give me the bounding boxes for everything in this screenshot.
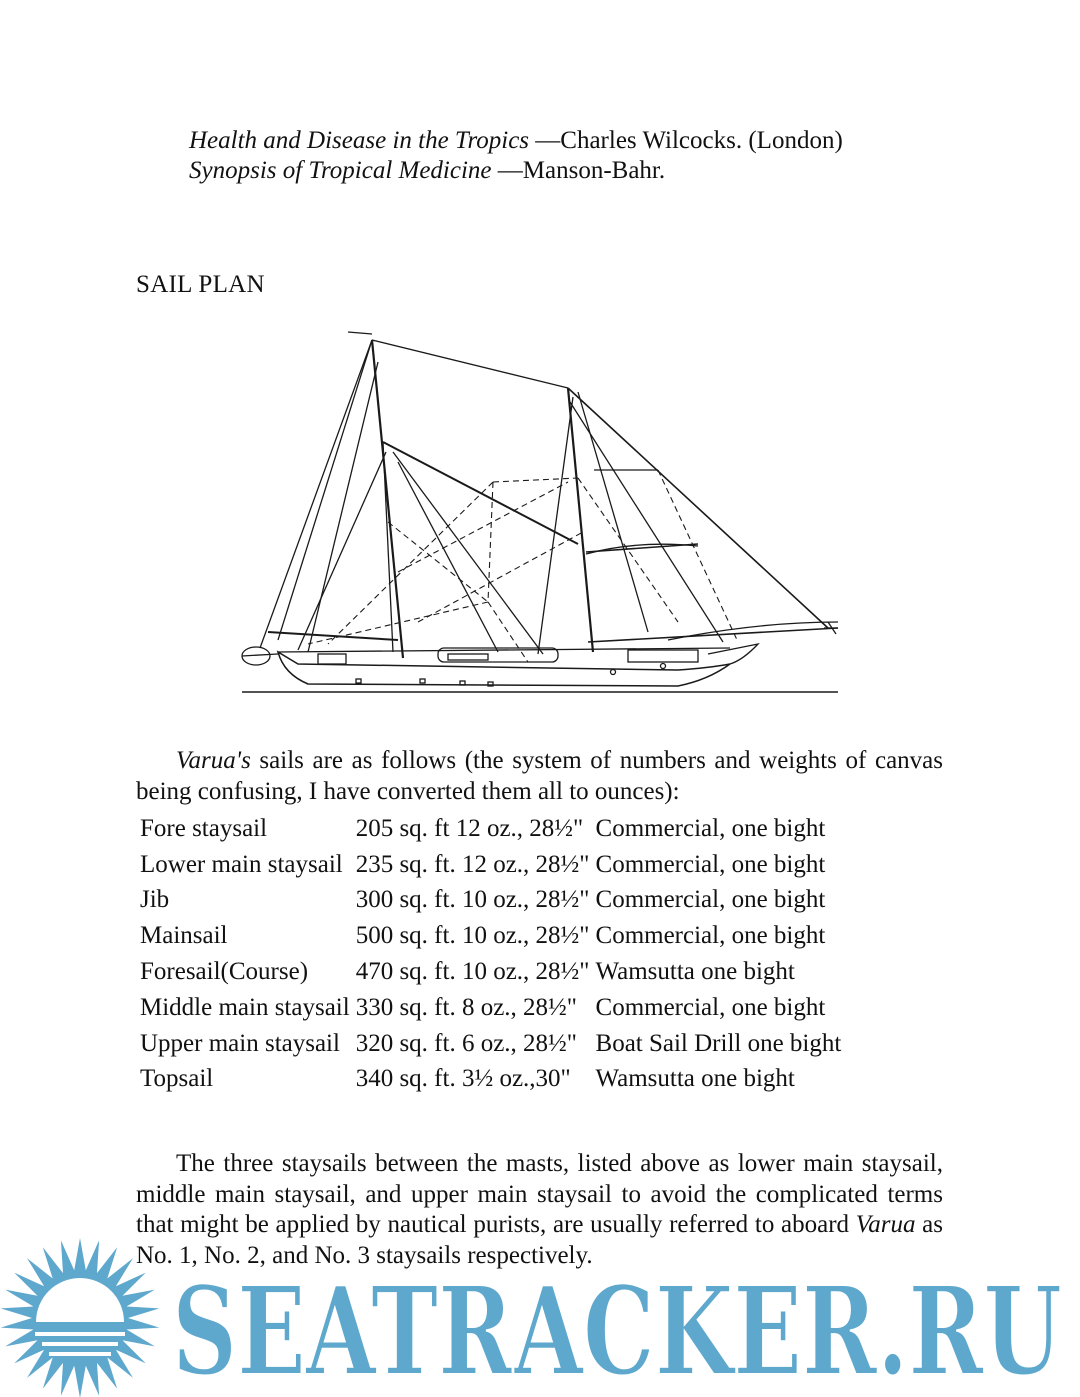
sail-name: Topsail bbox=[140, 1065, 214, 1093]
table-row bbox=[137, 1062, 844, 1098]
intro-text: sails are as follows (the system of numbers and weights of canvas being confusing, I have converted them all to ounces): bbox=[136, 747, 943, 805]
table-row bbox=[137, 990, 844, 1026]
table-row bbox=[137, 1026, 844, 1062]
closing-text-end: as No. 1, No. 2, and No. 3 staysails respectively. bbox=[136, 1211, 944, 1269]
boat-name: Varua bbox=[855, 1211, 916, 1238]
sail-name: Upper main staysail bbox=[140, 1029, 340, 1057]
boat-name: Varua's bbox=[176, 747, 251, 774]
sail-size: 300 sq. ft. 10 oz., 28½" bbox=[355, 886, 590, 914]
sail-name: Middle main staysail bbox=[140, 993, 350, 1021]
intro-paragraph bbox=[136, 746, 943, 807]
reference-item bbox=[189, 156, 843, 186]
sail-cloth: Boat Sail Drill one bight bbox=[595, 1029, 842, 1057]
sail-cloth: Wamsutta one bight bbox=[595, 1065, 795, 1093]
sail-name: Mainsail bbox=[140, 922, 228, 950]
reference-list bbox=[189, 126, 843, 186]
reference-item bbox=[189, 126, 843, 156]
sail-size: 470 sq. ft. 10 oz., 28½" bbox=[355, 958, 590, 986]
watermark bbox=[0, 1236, 1080, 1397]
sail-cloth: Commercial, one bight bbox=[595, 993, 826, 1021]
sun-logo-icon bbox=[1, 1238, 160, 1397]
sail-cloth: Commercial, one bight bbox=[595, 850, 826, 878]
sail-name: Fore staysail bbox=[140, 814, 268, 842]
reference-author: —Manson-Bahr. bbox=[491, 157, 666, 184]
reference-title: Synopsis of Tropical Medicine bbox=[189, 157, 492, 184]
sails-table bbox=[137, 811, 844, 1097]
sail-cloth: Commercial, one bight bbox=[595, 922, 826, 950]
watermark-text: SEATRACKER.RU bbox=[172, 1259, 1062, 1397]
reference-author: —Charles Wilcocks. (London) bbox=[529, 127, 843, 154]
sail-size: 500 sq. ft. 10 oz., 28½" bbox=[355, 922, 590, 950]
schooner-sail-plan-icon bbox=[238, 322, 842, 698]
sail-name: Foresail(Course) bbox=[140, 958, 309, 986]
table-row bbox=[137, 918, 844, 954]
sail-cloth: Commercial, one bight bbox=[595, 886, 826, 914]
table-row bbox=[137, 847, 844, 883]
sail-size: 330 sq. ft. 8 oz., 28½" bbox=[355, 993, 578, 1021]
table-row bbox=[137, 954, 844, 990]
sail-size: 205 sq. ft 12 oz., 28½" bbox=[355, 814, 584, 842]
sail-cloth: Wamsutta one bight bbox=[595, 958, 795, 986]
sail-cloth: Commercial, one bight bbox=[595, 814, 826, 842]
sail-name: Jib bbox=[140, 886, 170, 914]
reference-title: Health and Disease in the Tropics bbox=[189, 127, 530, 154]
table-row bbox=[137, 883, 844, 919]
section-heading: SAIL PLAN bbox=[136, 271, 265, 298]
sail-size: 235 sq. ft. 12 oz., 28½" bbox=[355, 850, 590, 878]
table-row bbox=[137, 811, 844, 847]
sail-size: 340 sq. ft. 3½ oz.,30" bbox=[355, 1065, 571, 1093]
sail-name: Lower main staysail bbox=[140, 850, 343, 878]
closing-text: The three staysails between the masts, listed above as lower main staysail, middle main staysail, and upper main staysail to avoid the complicated terms that might be applied by nautical purists, are usually referred to aboard bbox=[136, 1150, 943, 1238]
sail-size: 320 sq. ft. 6 oz., 28½" bbox=[355, 1029, 578, 1057]
